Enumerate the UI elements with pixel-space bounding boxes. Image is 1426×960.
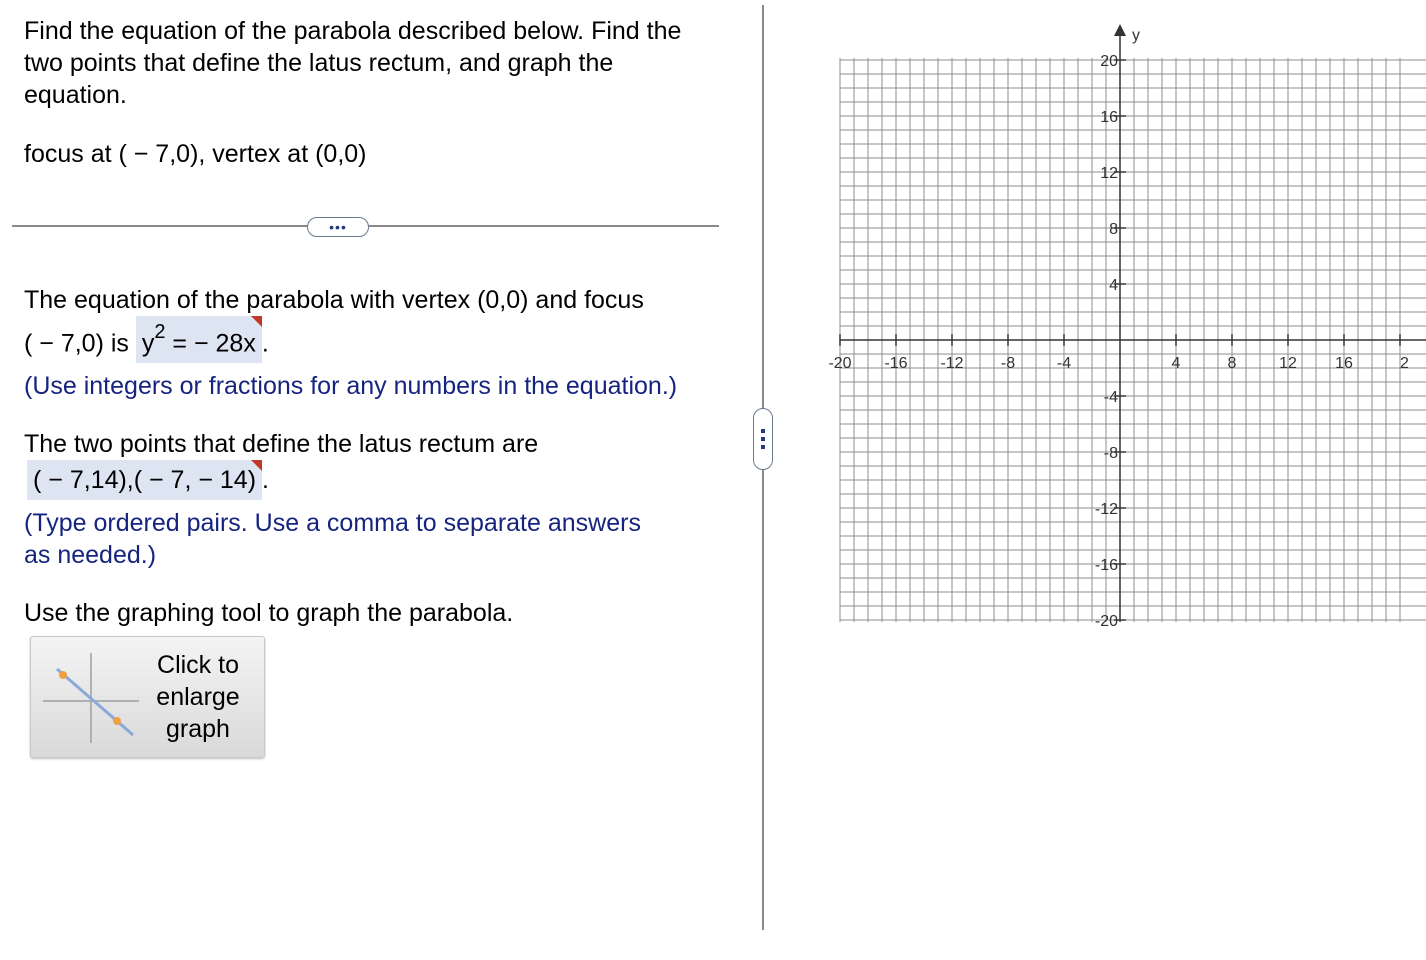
- problem-given: focus at ( − 7,0), vertex at (0,0): [24, 140, 367, 168]
- graph-instruction: Use the graphing tool to graph the parabola.: [24, 599, 514, 627]
- y-tick-label: 20: [1100, 53, 1118, 70]
- x-tick-label: 16: [1335, 355, 1353, 372]
- enlarge-graph-label: [143, 649, 253, 745]
- equation-base: y: [141, 329, 155, 358]
- enlarge-graph-button[interactable]: [30, 636, 265, 758]
- splitter-dots-icon: [761, 429, 765, 449]
- y-tick-label: -16: [1094, 557, 1118, 574]
- y-tick-label: 12: [1100, 165, 1118, 182]
- latus-rectum-answer-field[interactable]: [27, 460, 262, 500]
- y-tick-label: -8: [1103, 445, 1118, 462]
- x-tick-label: 8: [1227, 355, 1237, 372]
- latus-rectum-hint: [24, 507, 641, 571]
- answer-flag-icon: [251, 460, 262, 471]
- x-tick-label: -12: [940, 355, 964, 372]
- latus-rectum-question: The two points that define the latus rectum are: [24, 430, 539, 458]
- equation-answer-line: [24, 316, 269, 363]
- splitter-handle[interactable]: [753, 408, 773, 470]
- equation-suffix: .: [261, 329, 269, 358]
- y-tick-label: 8: [1109, 221, 1118, 238]
- enlarge-label-line-1: Click to: [157, 651, 239, 679]
- equation-rest: = − 28x: [165, 329, 256, 358]
- y-tick-label: -20: [1094, 613, 1118, 630]
- equation-prefix: ( − 7,0) is: [24, 329, 129, 358]
- y-tick-label: 4: [1109, 277, 1118, 294]
- equation-hint: (Use integers or fractions for any numbers in the equation.): [24, 372, 678, 400]
- x-tick-label: -8: [1000, 355, 1016, 372]
- y-axis-arrow-icon: [1114, 24, 1126, 36]
- y-tick-label: -4: [1103, 389, 1118, 406]
- x-tick-label: -16: [884, 355, 908, 372]
- equation-question: The equation of the parabola with vertex (0,0) and focus: [24, 286, 644, 314]
- latus-rectum-hint-line-2: as needed.): [24, 541, 157, 569]
- answer-flag-icon: [251, 316, 262, 327]
- y-tick-label: -12: [1094, 501, 1118, 518]
- equation-exponent: 2: [154, 321, 166, 343]
- latus-rectum-hint-line-1: (Type ordered pairs. Use a comma to separate answers: [24, 509, 641, 537]
- enlarge-label-line-2: enlarge: [156, 683, 240, 711]
- equation-answer-field[interactable]: [136, 316, 262, 363]
- x-tick-label: -20: [828, 355, 852, 372]
- show-more-button[interactable]: •••: [307, 217, 369, 237]
- latus-rectum-suffix: .: [262, 466, 269, 494]
- coordinate-grid[interactable]: [828, 20, 1426, 640]
- x-tick-label: 2: [1400, 355, 1409, 372]
- y-axis-label: y: [1132, 27, 1140, 44]
- latus-rectum-value: ( − 7,14),( − 7, − 14): [33, 466, 257, 494]
- enlarge-label-line-3: graph: [166, 715, 230, 743]
- x-tick-label: -4: [1056, 355, 1072, 372]
- problem-line-1: Find the equation of the parabola described below. Find the: [24, 17, 682, 45]
- x-tick-label: 4: [1171, 355, 1181, 372]
- graph-thumbnail-icon: [41, 649, 141, 745]
- problem-statement: [24, 15, 681, 111]
- y-tick-label: 16: [1100, 109, 1118, 126]
- problem-line-3: equation.: [24, 81, 127, 109]
- x-tick-label: 12: [1279, 355, 1297, 372]
- problem-line-2: two points that define the latus rectum, and graph the: [24, 49, 614, 77]
- latus-rectum-answer-line: [24, 460, 269, 500]
